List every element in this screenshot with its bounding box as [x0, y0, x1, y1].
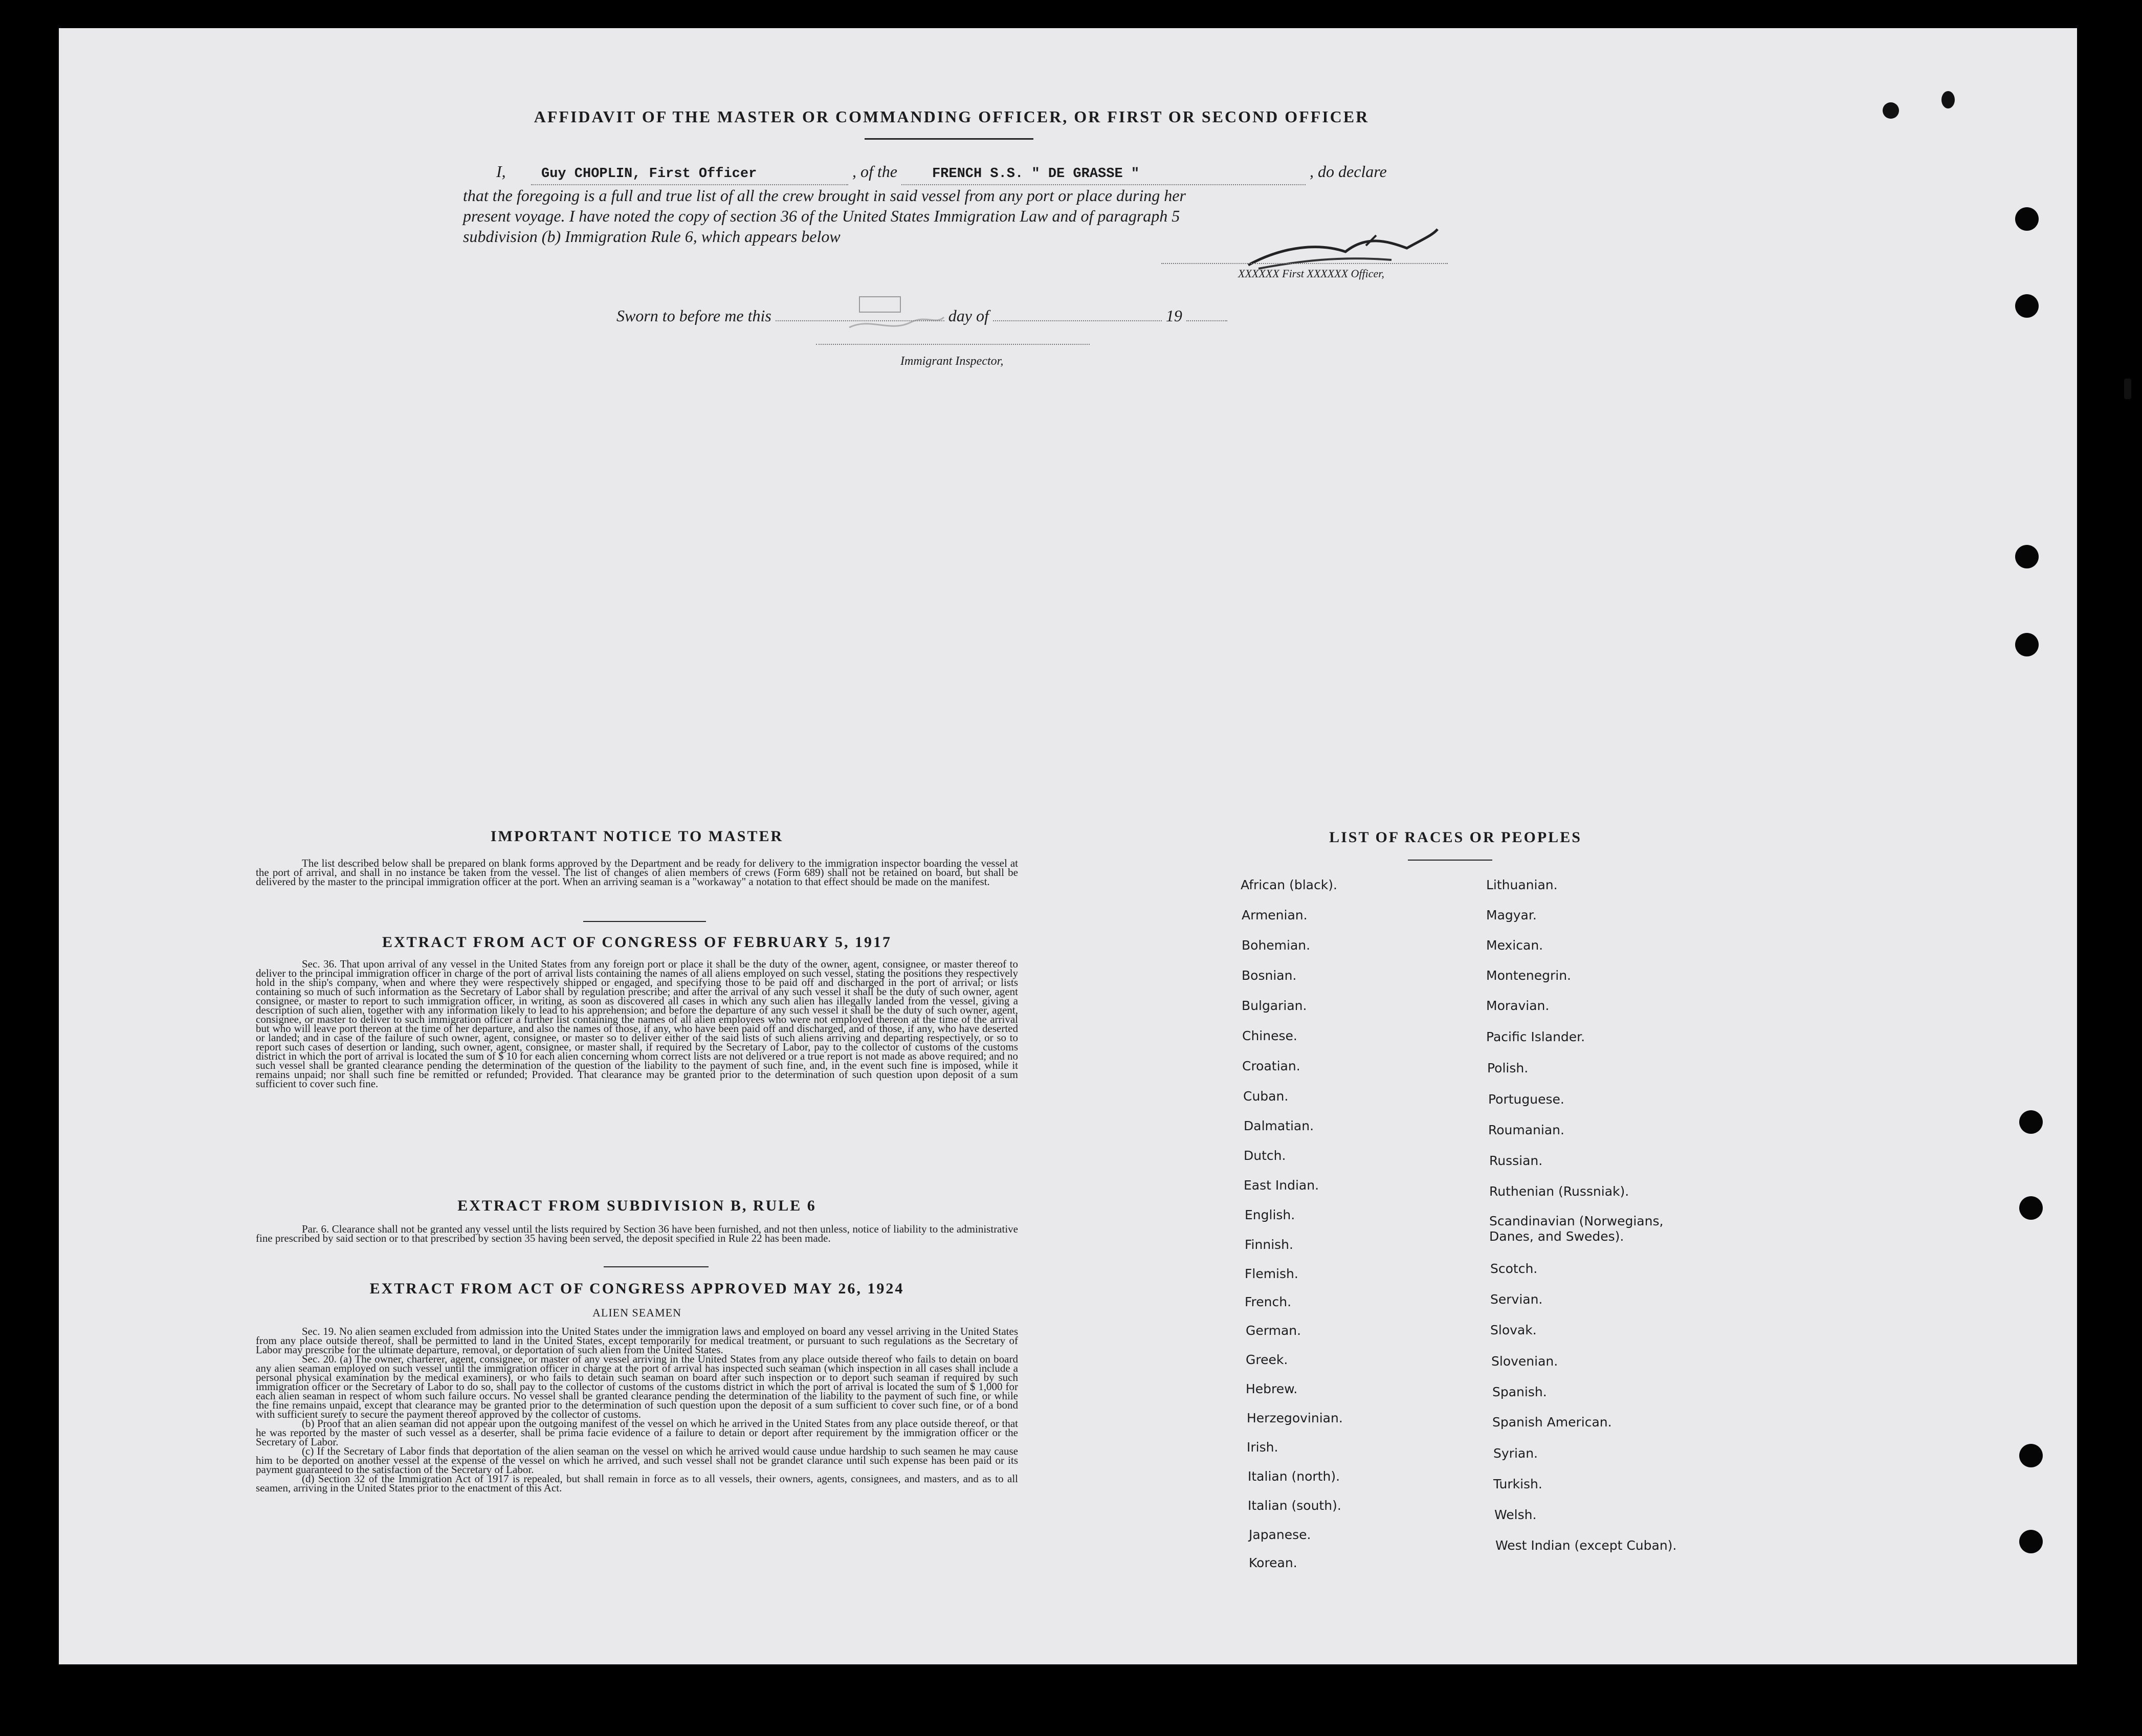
race-item: East Indian. — [1244, 1178, 1319, 1193]
extract-1924-sec19: Sec. 19. No alien seamen excluded from admission into the United States under the immigration laws and employed on board any vessel arriving in the United States from any place outside thereof, shall be permitted to land in the United States, except temporarily for medical treatment, or pursuant to such regulations as the Secretary of Labor may prescribe for the ultimate departure, removal, or deportation of such alien from the United States. — [256, 1325, 1018, 1356]
sworn-label: Sworn to before me this — [616, 306, 771, 325]
section-divider — [583, 921, 706, 922]
i-label: I, — [496, 162, 506, 181]
race-item: Magyar. — [1486, 908, 1537, 922]
race-item: Flemish. — [1245, 1266, 1298, 1281]
race-item: Bohemian. — [1242, 938, 1311, 953]
race-item: Syrian. — [1493, 1446, 1538, 1461]
race-item: Italian (south). — [1248, 1498, 1341, 1513]
signature-caption: XXXXXX First XXXXXX Officer, — [1238, 267, 1384, 280]
binder-hole — [2019, 1444, 2043, 1467]
race-item: Polish. — [1487, 1061, 1529, 1075]
races-title-underline — [1408, 860, 1492, 861]
race-item: Portuguese. — [1488, 1092, 1564, 1107]
ink-speck — [1883, 102, 1899, 119]
race-item: French. — [1245, 1294, 1292, 1309]
race-item: West Indian (except Cuban). — [1495, 1538, 1677, 1553]
inspector-stamp — [844, 287, 946, 358]
alien-seamen-subtitle: ALIEN SEAMEN — [592, 1306, 681, 1319]
race-item: Finnish. — [1245, 1237, 1293, 1252]
race-item: Mexican. — [1486, 938, 1543, 953]
extract-1924-title: EXTRACT FROM ACT OF CONGRESS APPROVED MAY 26, 1924 — [369, 1280, 904, 1297]
race-item: Scotch. — [1490, 1261, 1538, 1276]
extract-1924-sec20c: (c) If the Secretary of Labor finds that deportation of the alien seaman on the vessel on which he arrived would cause undue hardship to such seamen he may cause him to be deported on another vessel at the expense of the vessel on which he arrived, and such vessel shall not be grandet clarance until such expense has been paid or its payment guaranteed to the satisfaction of the Secretary of Labor. — [256, 1445, 1018, 1476]
extract-1924-body — [256, 1327, 1018, 1492]
race-item: Dutch. — [1244, 1148, 1286, 1163]
race-item: Pacific Islander. — [1486, 1029, 1585, 1044]
extract-1924-sec20a: Sec. 20. (a) The owner, charterer, agent, consignee, or master of any vessel arriving in the United States from any place outside thereof who fails to detain on board any alien seaman employed on such vessel until the immigration officer in charge at the port of arrival has inspected such seaman (which inspection in all cases shall include a personal physical examination by the medical examiners), or who fails to detain such seaman on board after such inspection or to deport such seaman if required by such immigration officer or the Secretary of Labor to do so, shall pay to the collector of customs of the customs district in which the port of arrival is located the sum of $ 1,000 for each alien seaman in respect of whom such failure occurs. No vessel shall be granted clearance pending the determination of the liability to the payment of such fine, or while the fine remains unpaid, except that clearance may be granted prior to the determination of such question upon the deposit of a sum sufficient to cover such fine, or of a bond with sufficient surety to secure the payment thereof approved by the collector of customs. — [256, 1353, 1018, 1420]
race-item: Herzegovinian. — [1247, 1411, 1343, 1425]
race-item: Japanese. — [1249, 1527, 1311, 1542]
inspector-signature-line — [816, 344, 1090, 345]
race-item: Korean. — [1249, 1555, 1297, 1570]
race-item: Ruthenian (Russniak). — [1489, 1184, 1629, 1199]
binder-hole — [2015, 545, 2039, 568]
section-divider — [604, 1266, 709, 1267]
race-item: Irish. — [1247, 1440, 1278, 1455]
race-item: English. — [1245, 1207, 1295, 1222]
sworn-year-field — [1186, 306, 1227, 321]
race-item: Welsh. — [1494, 1507, 1537, 1522]
of-the-label: , of the — [852, 162, 897, 181]
notice-title: IMPORTANT NOTICE TO MASTER — [490, 828, 784, 845]
signature-line — [1161, 263, 1448, 264]
ink-speck — [2124, 379, 2131, 399]
affidavit-line-4: subdivision (b) Immigration Rule 6, which appears below — [463, 227, 841, 246]
race-item: Moravian. — [1486, 998, 1550, 1013]
year-label: 19 — [1165, 306, 1182, 325]
race-item: Bulgarian. — [1242, 998, 1307, 1013]
notice-paragraph: The list described below shall be prepared on blank forms approved by the Department and be ready for delivery to the immigration inspector boarding the vessel at the port of arrival, and shall in no instance be taken from the vessel. The list of changes of alien members of crews (Form 689) shall not be retained on board, but shall be delivered by the master to the principal immigration officer at the port. When an arriving seaman is a "workaway" a notation to that effect should be made on the manifest. — [256, 857, 1018, 888]
affidavit-line-1 — [463, 161, 1440, 185]
do-declare-label: , do declare — [1309, 162, 1387, 181]
race-item: Italian (north). — [1248, 1469, 1340, 1484]
ink-speck — [1941, 91, 1955, 108]
race-item: Russian. — [1489, 1153, 1543, 1168]
extract-rule6-paragraph: Par. 6. Clearance shall not be granted any vessel until the lists required by Section 36 have been furnished, and not then unless, notice of liability to the administrative fine prescribed by said section or to that prescribed by section 35 having been served, the deposit specified in Rule 22 has been made. — [256, 1223, 1018, 1244]
day-of-label: day of — [948, 306, 989, 325]
extract-1924-sec20b: (b) Proof that an alien seaman did not appear upon the outgoing manifest of the vessel on which he arrived in the United States from any place outside thereof, or that he was reported by the master of such vessel as a deserter, shall be prima facie evidence of a failure to detain or deport after requirement by the immigration officer or the Secretary of Labor. — [256, 1417, 1018, 1448]
race-item: Turkish. — [1493, 1477, 1542, 1491]
officer-name-field: Guy CHOPLIN, First Officer — [531, 164, 848, 185]
extract-1917-body — [256, 959, 1018, 1088]
race-item: Cuban. — [1243, 1089, 1289, 1104]
binder-hole — [2015, 294, 2039, 318]
race-item: African (black). — [1241, 877, 1337, 892]
race-item: Scandinavian (Norwegians, Danes, and Swedes). — [1489, 1214, 1664, 1244]
affidavit-line-2: that the foregoing is a full and true list of all the crew brought in said vessel from any port or place during her — [463, 186, 1186, 205]
affidavit-line-3: present voyage. I have noted the copy of section 36 of the United States Immigration Law and of paragraph 5 — [463, 207, 1180, 225]
extract-1924-sec20d: (d) Section 32 of the Immigration Act of 1917 is repealed, but shall remain in force as to all vessels, their owners, agents, consignees, and masters, and as to all seamen, arriving in the United States prior to the enactment of this Act. — [256, 1473, 1018, 1494]
races-title: LIST OF RACES OR PEOPLES — [1329, 829, 1582, 846]
extract-1917-paragraph: Sec. 36. That upon arrival of any vessel in the United States from any foreign port or place it shall be the duty of the owner, agent, consignee, or master thereof to deliver to the principal immigration officer in charge of the port of arrival lists containing the names of all aliens employed on such vessel, stating the positions they respectively hold in the ship's company, when and where they were respectively shipped or engaged, and specifying those to be paid off and discharged in the port of arrival; or lists containing so much of such information as the Secretary of Labor shall by regulation prescribe; and after the arrival of any such vessel it shall be the duty of such owner, agent consignee, or master to report to such immigration officer, in writing, as soon as discovered all cases in which any such alien has illegally landed from the vessel, giving a description of such alien, together with any information likely to lead to his apprehension; and before the departure of any such vessel it shall be the duty of such owner, agent, consignee, or master to deliver to such immigration officer a further list containing the names of all alien employees who were not employed thereon at the time of the arrival but who will leave port thereon at the time of her departure, and also the names of those, if any, who have been paid off and discharged, and of those, if any, who have deserted or landed; and in case of the failure of such owner, agent, consignee, or master so to deliver either of the said lists of such aliens arriving and departing respectively, or so to report such cases of desertion or landing, such owner, agent, consignee, or master shall, if required by the Secretary of Labor, pay to the collector of customs of the customs district in which the port of arrival is located the sum of $ 10 for each alien concerning whom correct lists are not delivered or a true report is not made as above required; and no such vessel shall be granted clearance pending the determination of the question of the liability to the payment of such fine, and, in the event such fine is imposed, while it remains unpaid; nor shall such fine be remitted or refunded; Provided. That clearance may be granted prior to the determination of such question upon deposit of a sum sufficient to cover such fine. — [256, 958, 1018, 1090]
race-item: Spanish. — [1492, 1385, 1547, 1399]
race-item: Spanish American. — [1492, 1415, 1612, 1430]
extract-rule6-body — [256, 1224, 1018, 1243]
affidavit-title: AFFIDAVIT OF THE MASTER OR COMMANDING OFFICER, OR FIRST OR SECOND OFFICER — [534, 107, 1370, 126]
race-item: Greek. — [1246, 1352, 1288, 1367]
race-item: Lithuanian. — [1486, 877, 1558, 892]
race-item: Slovenian. — [1491, 1354, 1558, 1369]
race-item: Chinese. — [1242, 1028, 1297, 1043]
sworn-month-field — [993, 306, 1162, 321]
race-item: Armenian. — [1242, 908, 1308, 922]
title-underline — [865, 138, 1033, 140]
race-item: Servian. — [1490, 1292, 1543, 1307]
vessel-name-field: FRENCH S.S. " DE GRASSE " — [901, 164, 1306, 185]
race-item: Montenegrin. — [1486, 968, 1572, 983]
binder-hole — [2015, 633, 2039, 656]
extract-1917-title: EXTRACT FROM ACT OF CONGRESS OF FEBRUARY 5, 1917 — [382, 934, 892, 951]
race-item: German. — [1246, 1323, 1301, 1338]
binder-hole — [2019, 1196, 2043, 1220]
race-item: Dalmatian. — [1244, 1118, 1314, 1133]
binder-hole — [2015, 207, 2039, 231]
inspector-label: Immigrant Inspector, — [900, 355, 1004, 368]
race-item: Croatian. — [1242, 1059, 1300, 1073]
race-item: Slovak. — [1490, 1323, 1537, 1337]
notice-body — [256, 859, 1018, 886]
race-item: Roumanian. — [1488, 1123, 1564, 1137]
race-item: Bosnian. — [1242, 968, 1297, 983]
binder-hole — [2019, 1530, 2043, 1553]
binder-hole — [2019, 1110, 2043, 1134]
race-item: Hebrew. — [1246, 1381, 1298, 1396]
extract-rule6-title: EXTRACT FROM SUBDIVISION B, RULE 6 — [457, 1197, 816, 1214]
